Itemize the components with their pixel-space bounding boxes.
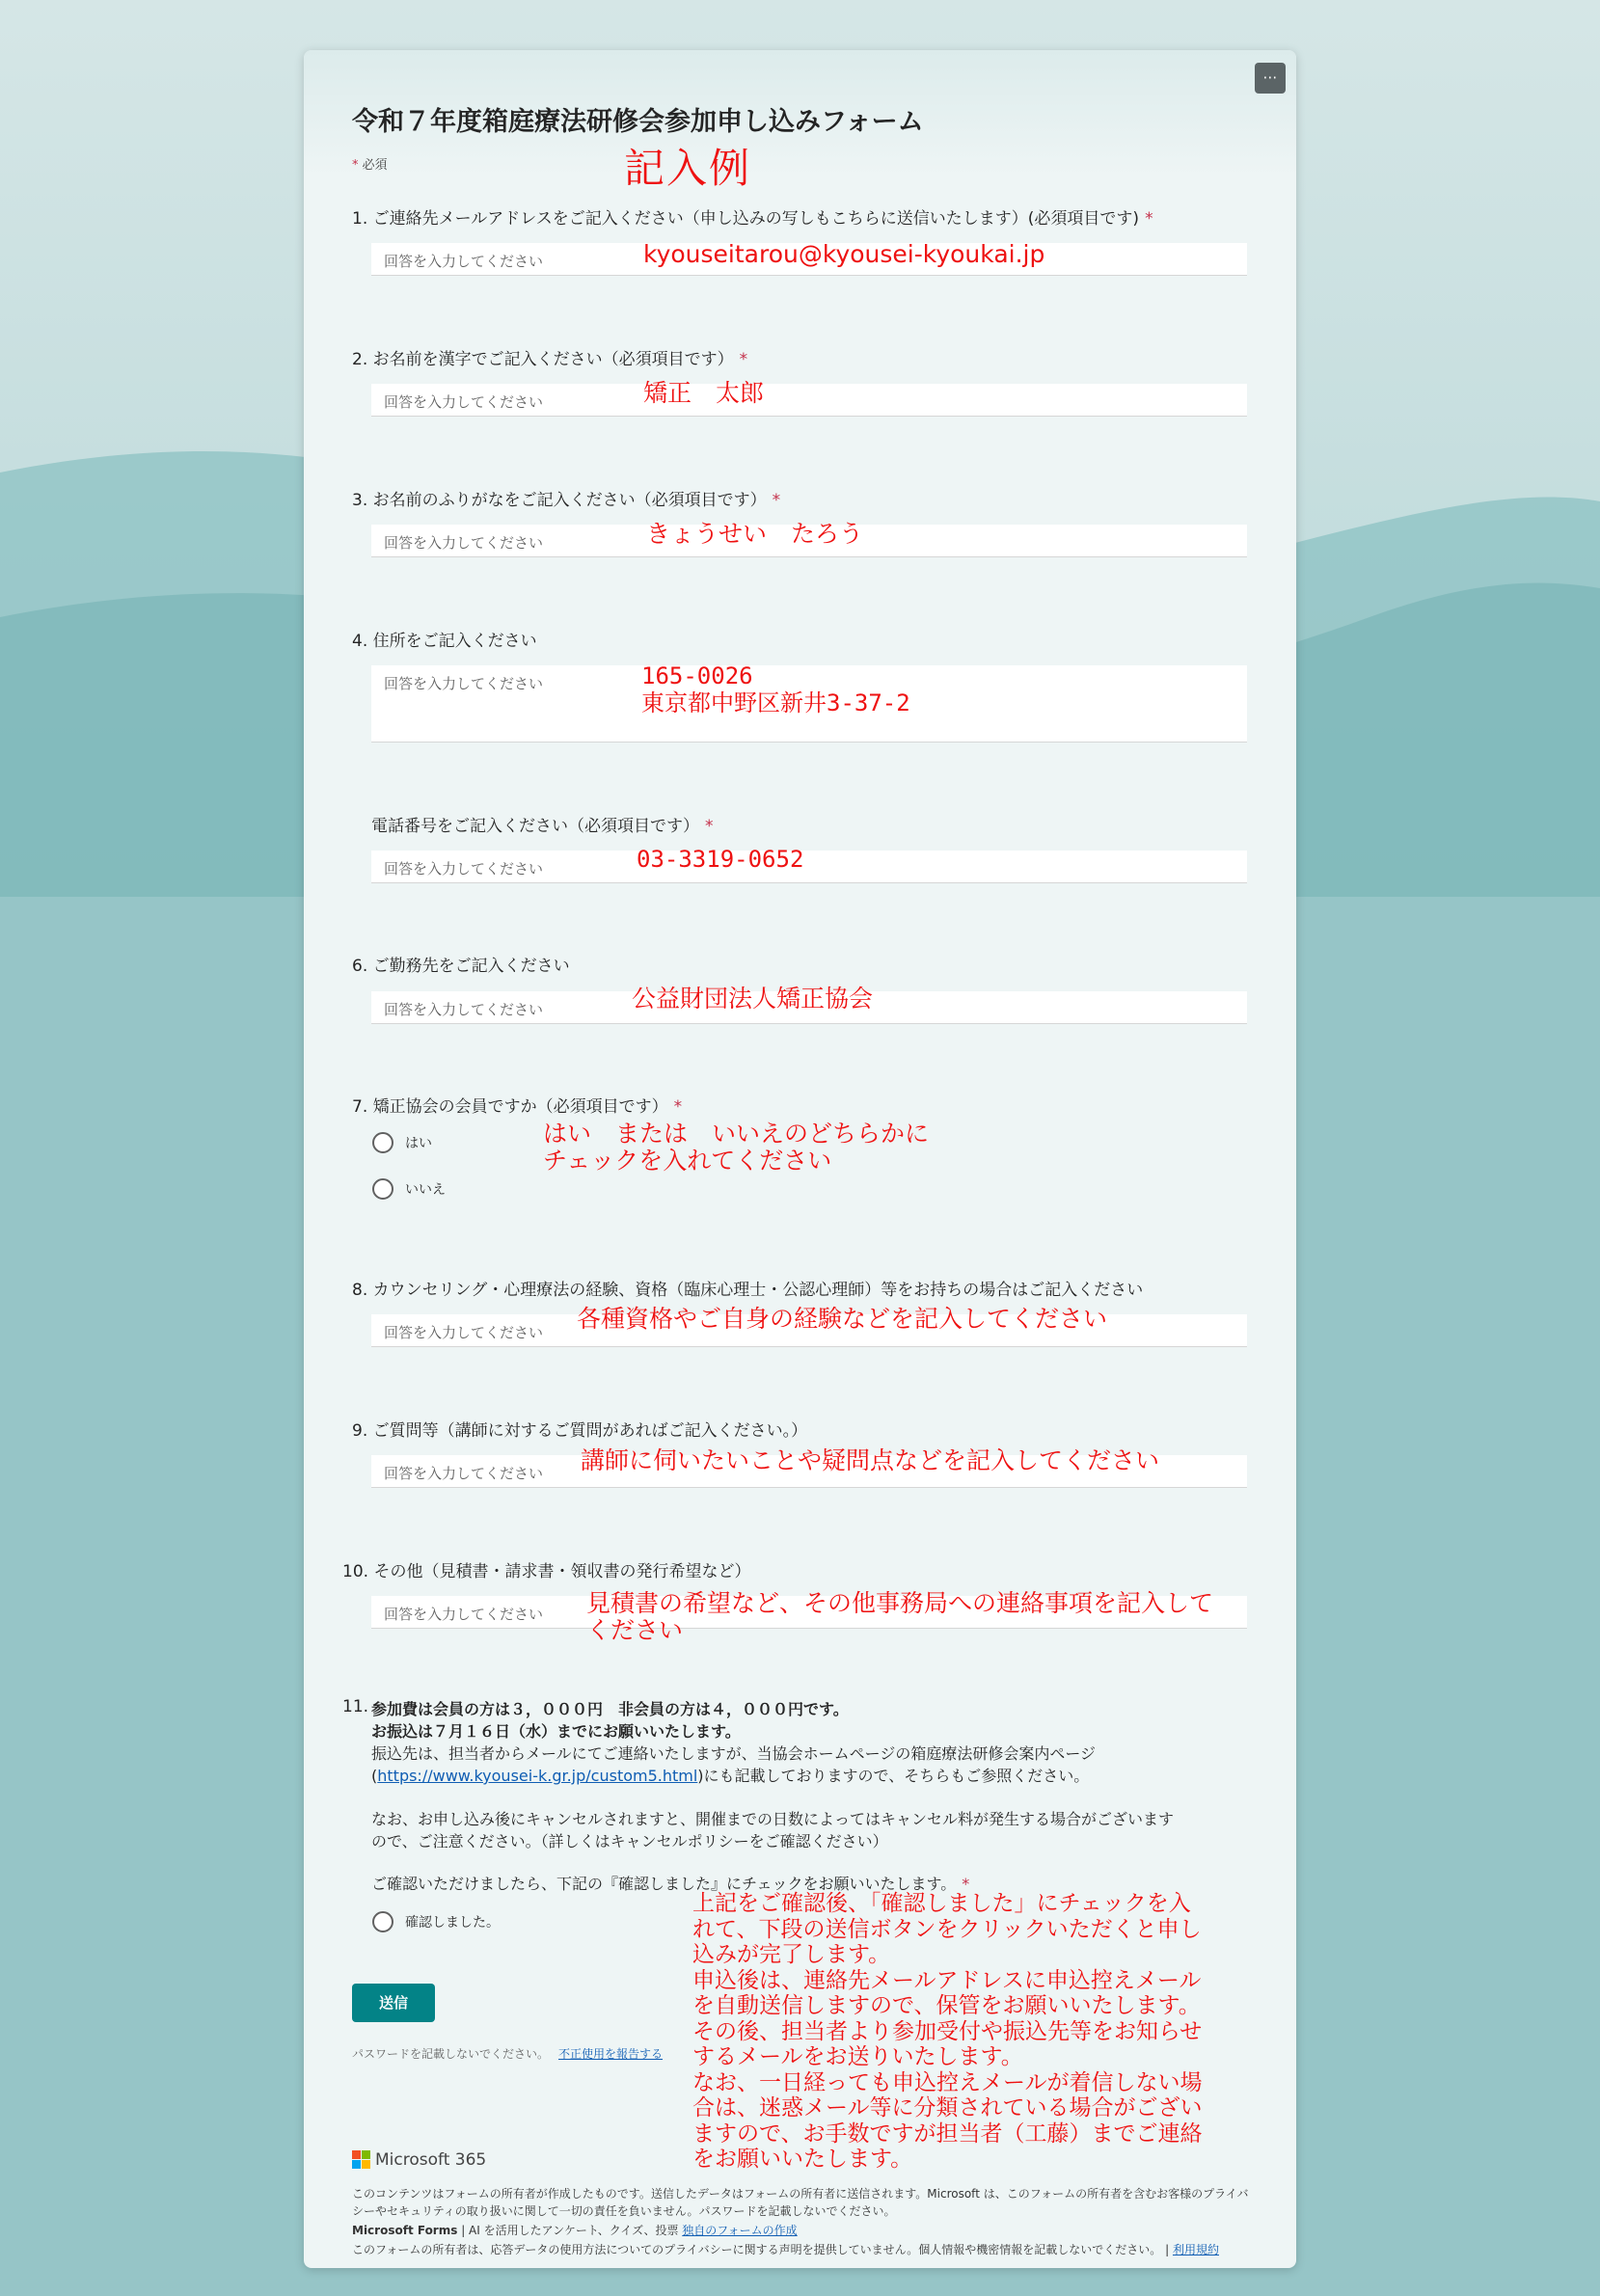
example-phone: 03-3319-0652 [637, 846, 804, 873]
terms-link[interactable]: 利用規約 [1172, 2243, 1219, 2256]
question-text: お名前のふりがなをご記入ください（必須項目です） [372, 491, 767, 510]
question-number: 2. [352, 350, 368, 369]
example-other-line2: ください [586, 1616, 684, 1644]
question-number: 6. [352, 957, 368, 976]
question-text: ご勤務先をご記入ください [372, 957, 570, 976]
transfer-text-2 [371, 1764, 1089, 1786]
example-confirm-line: れて、下段の送信ボタンをクリックいただくと申し [692, 1916, 1202, 1942]
example-name: 矯正 太郎 [643, 379, 765, 407]
required-marker: * [962, 1875, 970, 1893]
example-other-line1: 見積書の希望など、その他事務局への連絡事項を記入して [586, 1589, 1214, 1617]
form-title: 令和７年度箱庭療法研修会参加申し込みフォーム [352, 107, 924, 137]
question-number: 4. [352, 632, 368, 651]
example-confirm-line: を自動送信しますので、保管をお願いいたします。 [692, 1993, 1201, 2018]
question-text: 住所をご記入ください [372, 632, 537, 651]
fee-text: 参加費は会員の方は３，０００円 非会員の方は４，０００円です。 [371, 1700, 849, 1718]
question-text: 電話番号をご記入ください（必須項目です） [371, 817, 699, 836]
question-2-label [352, 345, 747, 369]
cancel-text-2: ので、ご注意ください。（詳しくはキャンセルポリシーをご確認ください） [371, 1832, 888, 1850]
required-marker: * [705, 817, 714, 836]
question-text: その他（見積書・請求書・領収書の発行希望など） [373, 1562, 751, 1581]
form-card [304, 50, 1296, 2268]
example-confirm-line: 込みが完了します。 [692, 1942, 891, 1967]
radio-circle-icon [372, 1178, 393, 1200]
question-7-label [352, 1093, 682, 1117]
example-questions: 講師に伺いたいことや疑問点などを記入してください [581, 1446, 1160, 1474]
placeholder: 回答を入力してください [384, 393, 544, 411]
example-confirm-line: 上記をご確認後、「確認しました」にチェックを入 [692, 1891, 1191, 1916]
question-9-label [352, 1417, 807, 1441]
placeholder: 回答を入力してください [384, 675, 544, 692]
radio-circle-icon [372, 1911, 393, 1932]
required-marker: * [772, 491, 781, 510]
example-email: kyouseitarou@kyousei-kyoukai.jp [643, 240, 1045, 268]
password-note [352, 2045, 663, 2062]
example-confirm-line: をお願いいたします。 [692, 2147, 913, 2172]
member-yes-radio[interactable] [372, 1132, 432, 1153]
required-marker: * [739, 350, 748, 369]
required-note [352, 154, 388, 173]
more-icon: ⋯ [1262, 68, 1278, 86]
example-workplace: 公益財団法人矯正協会 [632, 985, 874, 1013]
example-confirm-line: ますので、お手数ですが担当者（工藤）までご連絡 [692, 2120, 1203, 2147]
example-confirm-line: 申込後は、連絡先メールアドレスに申込控えメール [692, 1967, 1202, 1993]
required-marker: * [352, 158, 359, 173]
placeholder: 回答を入力してください [384, 534, 544, 552]
example-confirm-line: するメールをお送りいたします。 [692, 2044, 1023, 2069]
password-note-text: パスワードを記載しないでください。 [352, 2047, 550, 2061]
example-postal-code: 165-0026 [641, 662, 753, 689]
footer-line-2: シーやセキュリティの取り扱いに関して一切の責任を負いません。パスワードを記載しないでください。 [352, 2204, 896, 2218]
placeholder: 回答を入力してください [384, 1465, 544, 1482]
question-10-label [342, 1557, 750, 1581]
transfer-text-1: 振込先は、担当者からメールにてご連絡いたしますが、当協会ホームページの箱庭療法研修会案内ページ [371, 1744, 1097, 1763]
radio-label: はい [405, 1136, 432, 1151]
question-number: 3. [352, 491, 368, 510]
question-text: ご連絡先メールアドレスをご記入ください（申し込みの写しもこちらに送信いたします）(必須項目です) [372, 209, 1140, 229]
question-number: 7. [352, 1097, 368, 1117]
example-confirm-line: なお、一日経っても申込控えメールが着信しない場 [692, 2069, 1203, 2095]
transfer-text-2-rest: )にも記載しておりますので、そちらもご参照ください。 [697, 1767, 1090, 1785]
question-6-label [352, 952, 570, 976]
question-8-label [352, 1276, 1143, 1300]
placeholder: 回答を入力してください [384, 860, 544, 878]
submit-button[interactable]: 送信 [352, 1984, 435, 2022]
question-text: 矯正協会の会員ですか（必須項目です） [372, 1097, 668, 1117]
example-furigana: きょうせい たろう [646, 520, 864, 548]
question-text: カウンセリング・心理療法の経験、資格（臨床心理士・公認心理師）等をお持ちの場合はご記入ください [372, 1281, 1144, 1300]
placeholder: 回答を入力してください [384, 253, 544, 270]
question-number: 8. [352, 1281, 368, 1300]
required-marker: * [1145, 209, 1153, 229]
phone-field[interactable] [371, 851, 1247, 883]
phone-question-label [371, 812, 714, 836]
footer-line-3 [352, 2222, 798, 2238]
confirm-text: ご確認いただけましたら、下記の『確認しました』にチェックをお願いいたします。 [371, 1875, 957, 1893]
footer-line-1: このコンテンツはフォームの所有者が作成したものです。送信したデータはフォームの所有者に送信されます。Microsoft は、このフォームの所有者を含むお客様のプライバ [352, 2187, 1249, 2201]
question-number: 9. [352, 1421, 368, 1441]
confirm-radio[interactable] [372, 1911, 500, 1932]
paren: ( [371, 1767, 378, 1785]
placeholder: 回答を入力してください [384, 1606, 544, 1623]
report-abuse-link[interactable]: 不正使用を報告する [558, 2047, 664, 2061]
required-note-text: 必須 [362, 158, 388, 173]
question-text: お名前を漢字でご記入ください（必須項目です） [372, 350, 734, 369]
example-confirm-line: 合は、迷惑メール等に分類されている場合がござい [692, 2095, 1203, 2120]
microsoft-logo-icon [352, 2150, 371, 2170]
radio-label: いいえ [405, 1182, 446, 1198]
footer-tagline: | AI を活用したアンケート、クイズ、投票 [457, 2224, 683, 2237]
member-no-radio[interactable] [372, 1178, 446, 1200]
course-page-link[interactable]: https://www.kyousei-k.gr.jp/custom5.html [377, 1767, 698, 1785]
name-kanji-field[interactable] [371, 384, 1247, 417]
placeholder: 回答を入力してください [384, 1324, 544, 1341]
question-1-label [352, 204, 1153, 229]
footer-privacy-text: このフォームの所有者は、応答データの使用方法についてのプライバシーに関する声明を提供していません。個人情報や機密情報を記載しないでください。 | [352, 2243, 1173, 2256]
deadline-text: お振込は７月１６日（水）までにお願いいたします。 [371, 1722, 741, 1741]
cancel-text-1: なお、お申し込み後にキャンセルされますと、開催までの日数によってはキャンセル料が発生する場合がございます [371, 1810, 1175, 1828]
question-11-number: 11. [342, 1697, 369, 1716]
question-3-label [352, 486, 780, 510]
placeholder: 回答を入力してください [384, 1001, 544, 1018]
forms-brand: Microsoft Forms [352, 2224, 458, 2237]
more-options-button[interactable] [1255, 63, 1286, 94]
question-number: 1. [352, 209, 368, 229]
question-text: ご質問等（講師に対するご質問があればご記入ください。） [372, 1421, 808, 1441]
example-member-line1: はい または いいえのどちらかに [543, 1120, 930, 1148]
example-address: 東京都中野区新井3-37-2 [641, 689, 910, 716]
create-form-link[interactable]: 独自のフォームの作成 [682, 2224, 798, 2237]
question-number: 10. [342, 1562, 369, 1581]
radio-label: 確認しました。 [405, 1915, 500, 1931]
microsoft-365-logo [352, 2149, 486, 2170]
brand-name: Microsoft 365 [375, 2149, 487, 2170]
required-marker: * [673, 1097, 683, 1117]
sample-label: 記入例 [624, 145, 752, 192]
question-4-label [352, 627, 537, 651]
footer-line-4 [352, 2241, 1219, 2257]
example-confirm-line: その後、担当者より参加受付や振込先等をお知らせ [692, 2018, 1203, 2044]
example-member-line2: チェックを入れてください [543, 1147, 832, 1175]
radio-circle-icon [372, 1132, 393, 1153]
example-experience: 各種資格やご自身の経験などを記入してください [577, 1305, 1108, 1333]
